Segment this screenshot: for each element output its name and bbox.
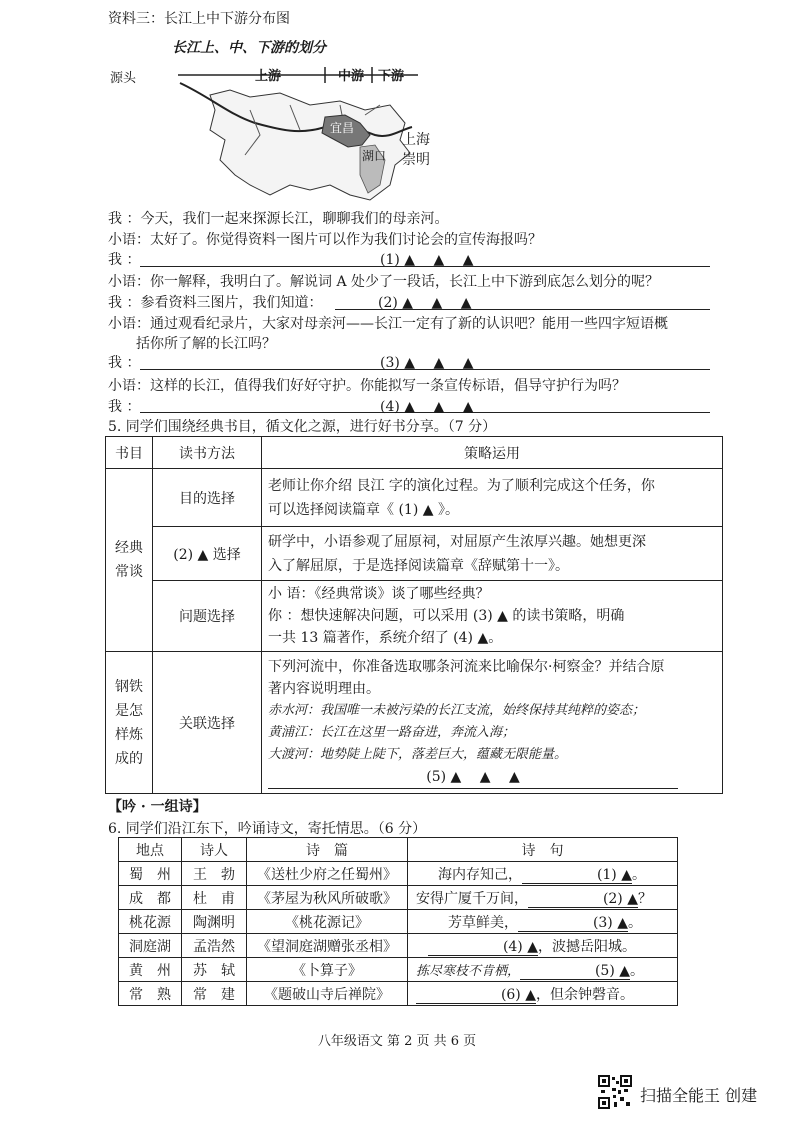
q5-book-steel: 钢铁 是怎 样炼 成的 — [106, 652, 153, 794]
table-row — [119, 862, 678, 886]
dialogue-me-3: 我 ：参看资料三图片，我们知道： — [108, 295, 323, 311]
q6-header-poet: 诗人 — [182, 838, 247, 862]
map-label-source: 源头 — [110, 71, 137, 86]
q6-place: 洞庭湖 — [119, 934, 182, 958]
q5-header-book: 书目 — [106, 437, 153, 469]
q5-strategy-4b: 著内容说明理由。 — [268, 681, 380, 697]
q6-verse-end: 。 — [632, 866, 646, 883]
table-row — [119, 958, 678, 982]
q6-poem: 《题破山寺后禅院》 — [247, 982, 408, 1006]
q6-verse[interactable] — [408, 934, 678, 958]
material3-title: 资料三：长江上中下游分布图 — [108, 11, 290, 27]
q5-book-classics: 经典 常谈 — [106, 469, 153, 652]
map-label-hukou: 湖口 — [362, 149, 387, 163]
table-row — [119, 886, 678, 910]
dialogue-xiaoyu-4: 小语：这样的长江，值得我们好好守护。你能拟写一条宣传标语，倡导守护行为吗？ — [108, 378, 626, 394]
q5-strategy-1a: 老师让你介绍 ⾉江 字的演化过程。为了顺利完成这个任务，你 — [268, 477, 655, 494]
q5-river-huangpu: 黄浦江：长江在这里一路奋进，奔流入海； — [268, 725, 516, 740]
q6-poet: 苏 轼 — [182, 958, 247, 982]
q6-verse-end: 。 — [628, 914, 642, 931]
dialogue-xiaoyu-2: 小语：你一解释，我明白了。解说词 A 处少了一段话，长江上中下游到底怎么划分的呢？ — [108, 274, 660, 290]
q6-poet: 孟浩然 — [182, 934, 247, 958]
q6-verse[interactable] — [408, 958, 678, 982]
q6-poet: 杜 甫 — [182, 886, 247, 910]
q6-verse[interactable] — [408, 910, 678, 934]
q6-verse-a: 芳草鲜美， — [448, 914, 518, 931]
table-row — [119, 910, 678, 934]
q5-table — [105, 436, 723, 794]
q6-verse-b: (1) ▲ — [522, 867, 632, 884]
q6-poem: 《送杜少府之任蜀州》 — [247, 862, 408, 886]
q6-poet: 陶渊明 — [182, 910, 247, 934]
q6-verse-b: (3) ▲ — [518, 915, 628, 932]
q6-poet: 常 建 — [182, 982, 247, 1006]
table-row — [119, 982, 678, 1006]
q5-strategy-3b: 你 ：想快速解决问题，可以采用 (3) ▲ 的读书策略，明确 — [268, 608, 625, 624]
dialogue-xiaoyu-1: 小语：太好了。你觉得资料一图片可以作为我们讨论会的宣传海报吗？ — [108, 232, 542, 248]
map-title: 长江上、中、下游的划分 — [172, 40, 326, 56]
q6-place: 黄 州 — [119, 958, 182, 982]
q5-river-dadu: 大渡河：地势陡上陡下，落差巨大，蕴藏无限能量。 — [268, 747, 568, 762]
q5-title: 5. 同学们围绕经典书目，循文化之源，进行好书分享。（7 分） — [108, 419, 497, 435]
q6-verse-b: (2) ▲ — [528, 891, 638, 908]
map-label-yichang: 宜昌 — [330, 121, 355, 135]
q5-method-purpose: 目的选择 — [153, 469, 262, 527]
dialogue-me-1: 我 ：今天，我们一起来探源长江，聊聊我们的母亲河。 — [108, 211, 449, 227]
dialogue-me-4-label: 我 ： — [108, 355, 141, 371]
q5-strategy-2 — [262, 527, 723, 581]
q6-verse-a: 海内存知己， — [438, 866, 522, 883]
map-label-lower: 下游 — [378, 69, 405, 84]
map-label-upper: 上游 — [255, 69, 282, 84]
dialogue-me-2-label: 我 ： — [108, 252, 141, 268]
q5-method-2: (2) ▲ 选择 — [153, 527, 262, 581]
q5-strategy-2b: 入了解屈原，于是选择阅读篇章《辞赋第十一》。 — [268, 557, 569, 574]
q6-poem: 《桃花源记》 — [247, 910, 408, 934]
q6-place: 常 熟 — [119, 982, 182, 1006]
answer-2: (2) ▲ ▲ ▲ — [378, 295, 472, 311]
q5-strategy-3 — [262, 581, 723, 652]
q5-strategy-1 — [262, 469, 723, 527]
qr-code-icon — [598, 1075, 632, 1109]
answer-3: (3) ▲ ▲ ▲ — [380, 355, 474, 371]
q5-strategy-3a: 小 语：《经典常谈》谈了哪些经典？ — [268, 586, 490, 602]
q6-verse-a: 拣尽寒枝不肯栖， — [416, 963, 521, 979]
q6-poem: 《卜算子》 — [247, 958, 408, 982]
q6-verse-a: 安得广厦千万间， — [416, 890, 528, 907]
q6-verse[interactable] — [408, 862, 678, 886]
q6-verse[interactable] — [408, 982, 678, 1006]
q6-verse-b: ，但余钟磬音。 — [536, 986, 634, 1003]
q6-verse-b: ，波撼岳阳城。 — [538, 938, 636, 955]
map-label-shanghai: 上海崇明 — [402, 132, 430, 168]
dialogue-xiaoyu-3a: 小语：通过观看纪录片，大家对母亲河——长江一定有了新的认识吧？能用一些四字短语概 — [108, 316, 668, 332]
answer-4: (4) ▲ ▲ ▲ — [380, 399, 474, 415]
section-head: 【吟 · 一组诗】 — [108, 799, 207, 815]
q6-table — [118, 837, 678, 1006]
watermark: 扫描全能王 创建 — [640, 1086, 758, 1105]
map-label-middle: 中游 — [338, 69, 365, 84]
q6-verse-a: (6) ▲ — [416, 987, 536, 1004]
answer-5[interactable]: (5) ▲ ▲ ▲ — [268, 766, 678, 789]
yangtze-map-drawing — [150, 35, 440, 205]
q5-strategy-4 — [262, 652, 723, 794]
q6-header-poem: 诗 篇 — [247, 838, 408, 862]
q5-method-association: 关联选择 — [153, 652, 262, 794]
q6-verse-b: (5) ▲ — [520, 963, 630, 980]
q6-poet: 王 勃 — [182, 862, 247, 886]
q6-header-verse: 诗 句 — [408, 838, 678, 862]
q6-verse-a: (4) ▲ — [428, 939, 538, 956]
table-row — [119, 934, 678, 958]
q6-place: 桃花源 — [119, 910, 182, 934]
page-footer: 八年级语文 第 2 页 共 6 页 — [317, 1034, 477, 1049]
q5-strategy-4a: 下列河流中，你准备选取哪条河流来比喻保尔·柯察金？并结合原 — [268, 659, 665, 675]
q6-place: 蜀 州 — [119, 862, 182, 886]
q6-verse[interactable] — [408, 886, 678, 910]
q5-strategy-2a: 研学中，小语参观了屈原祠，对屈原产生浓厚兴趣。她想更深 — [268, 533, 646, 550]
q5-river-chishui: 赤水河：我国唯一未被污染的长江支流，始终保持其纯粹的姿态； — [268, 703, 646, 718]
q5-header-method: 读书方法 — [153, 437, 262, 469]
q5-strategy-3c: 一共 13 篇著作，系统介绍了 (4) ▲。 — [268, 630, 503, 646]
q6-poem: 《望洞庭湖赠张丞相》 — [247, 934, 408, 958]
q5-header-strategy: 策略运用 — [262, 437, 723, 469]
q6-title: 6. 同学们沿江东下，吟诵诗文，寄托情思。（6 分） — [108, 821, 427, 837]
dialogue-xiaoyu-3b: 括你所了解的长江吗？ — [136, 336, 276, 352]
q6-verse-end: ？ — [638, 890, 652, 907]
q5-method-question: 问题选择 — [153, 581, 262, 652]
q6-verse-end: 。 — [630, 962, 645, 979]
yangtze-map — [110, 35, 440, 205]
answer-1: (1) ▲ ▲ ▲ — [380, 252, 474, 268]
dialogue-me-5-label: 我 ： — [108, 399, 141, 415]
q5-strategy-1b: 可以选择阅读篇章《 (1) ▲ 》。 — [268, 501, 459, 518]
q6-place: 成 都 — [119, 886, 182, 910]
q6-header-place: 地点 — [119, 838, 182, 862]
q6-poem: 《茅屋为秋风所破歌》 — [247, 886, 408, 910]
